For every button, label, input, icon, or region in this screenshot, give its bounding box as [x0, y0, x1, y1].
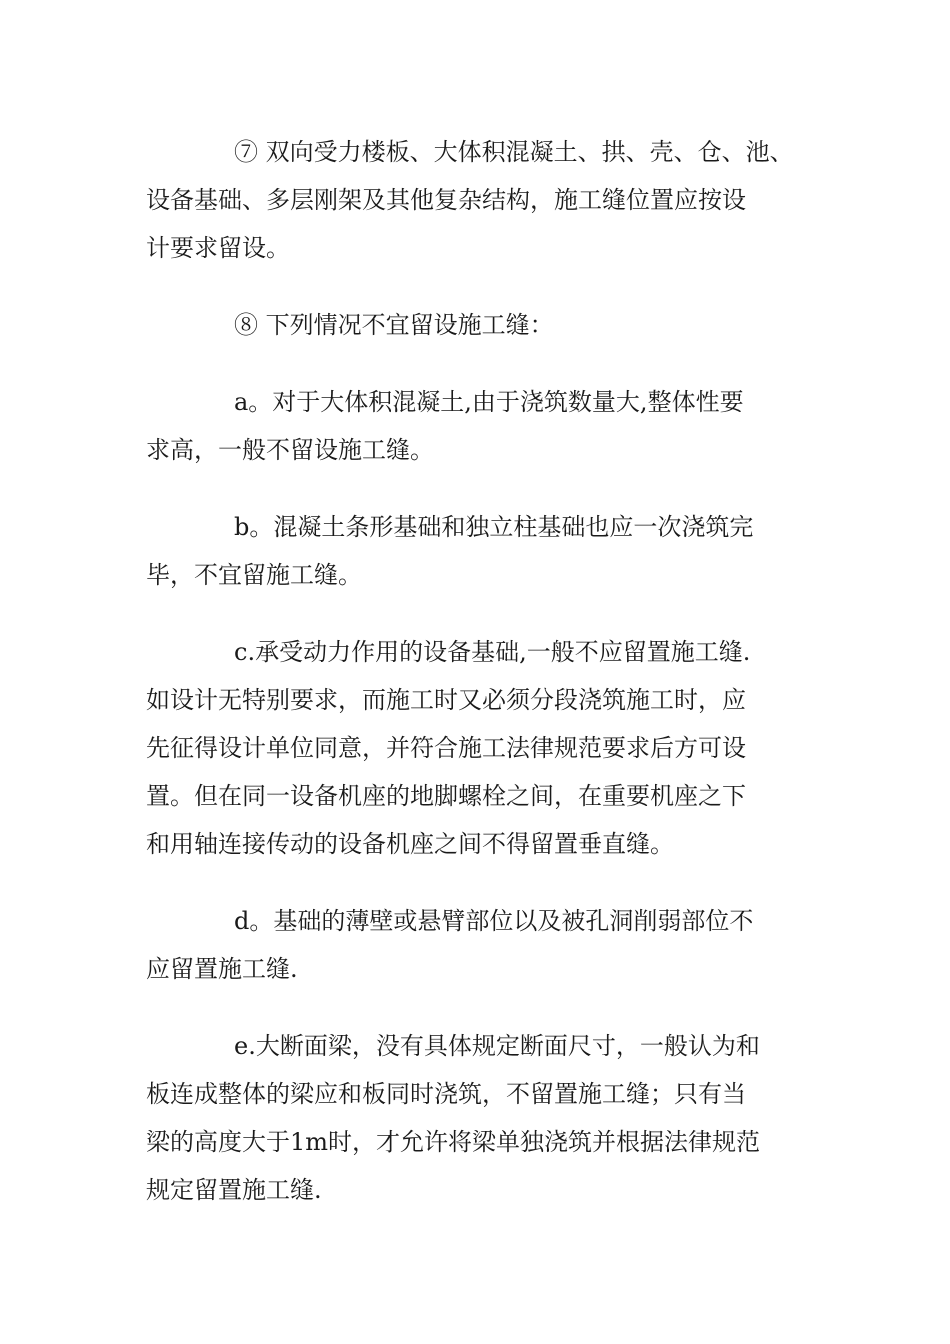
paragraph-line: c.承受动力作用的设备基础,一般不应留置施工缝. [234, 638, 751, 666]
paragraph-line: 梁的高度大于1m时，才允许将梁单独浇筑并根据法律规范 [146, 1128, 761, 1156]
paragraph-line: 如设计无特别要求，而施工时又必须分段浇筑施工时，应 [146, 686, 746, 714]
paragraph-line: b。混凝土条形基础和独立柱基础也应一次浇筑完 [234, 513, 754, 541]
paragraph-line: 设备基础、多层刚架及其他复杂结构，施工缝位置应按设 [146, 186, 746, 214]
paragraph-line: 先征得设计单位同意，并符合施工法律规范要求后方可设 [146, 734, 746, 762]
paragraph-line: 毕，不宜留施工缝。 [146, 561, 362, 589]
paragraph-line: 应留置施工缝. [146, 955, 298, 983]
document-body [146, 128, 826, 1243]
paragraph-line: 计要求留设。 [146, 234, 290, 262]
paragraph-line: 规定留置施工缝. [146, 1176, 322, 1204]
paragraph-e [146, 1022, 826, 1214]
paragraph-c [146, 628, 826, 868]
paragraph-d [146, 897, 826, 993]
paragraph-line: ⑧ 下列情况不宜留设施工缝： [234, 311, 554, 339]
paragraph-line: a。对于大体积混凝土,由于浇筑数量大,整体性要 [234, 388, 744, 416]
paragraph-line: e.大断面梁，没有具体规定断面尺寸，一般认为和 [234, 1032, 760, 1060]
paragraph-7 [146, 128, 826, 272]
paragraph-line: 和用轴连接传动的设备机座之间不得留置垂直缝。 [146, 830, 674, 858]
paragraph-8 [146, 301, 826, 349]
paragraph-line: 求高，一般不留设施工缝。 [146, 436, 434, 464]
paragraph-b [146, 503, 826, 599]
paragraph-line: d。基础的薄壁或悬臂部位以及被孔洞削弱部位不 [234, 907, 754, 935]
paragraph-a [146, 378, 826, 474]
paragraph-line: 板连成整体的梁应和板同时浇筑，不留置施工缝；只有当 [146, 1080, 746, 1108]
paragraph-line: ⑦ 双向受力楼板、大体积混凝土、拱、壳、仓、池、 [234, 138, 794, 166]
paragraph-line: 置。但在同一设备机座的地脚螺栓之间，在重要机座之下 [146, 782, 746, 810]
